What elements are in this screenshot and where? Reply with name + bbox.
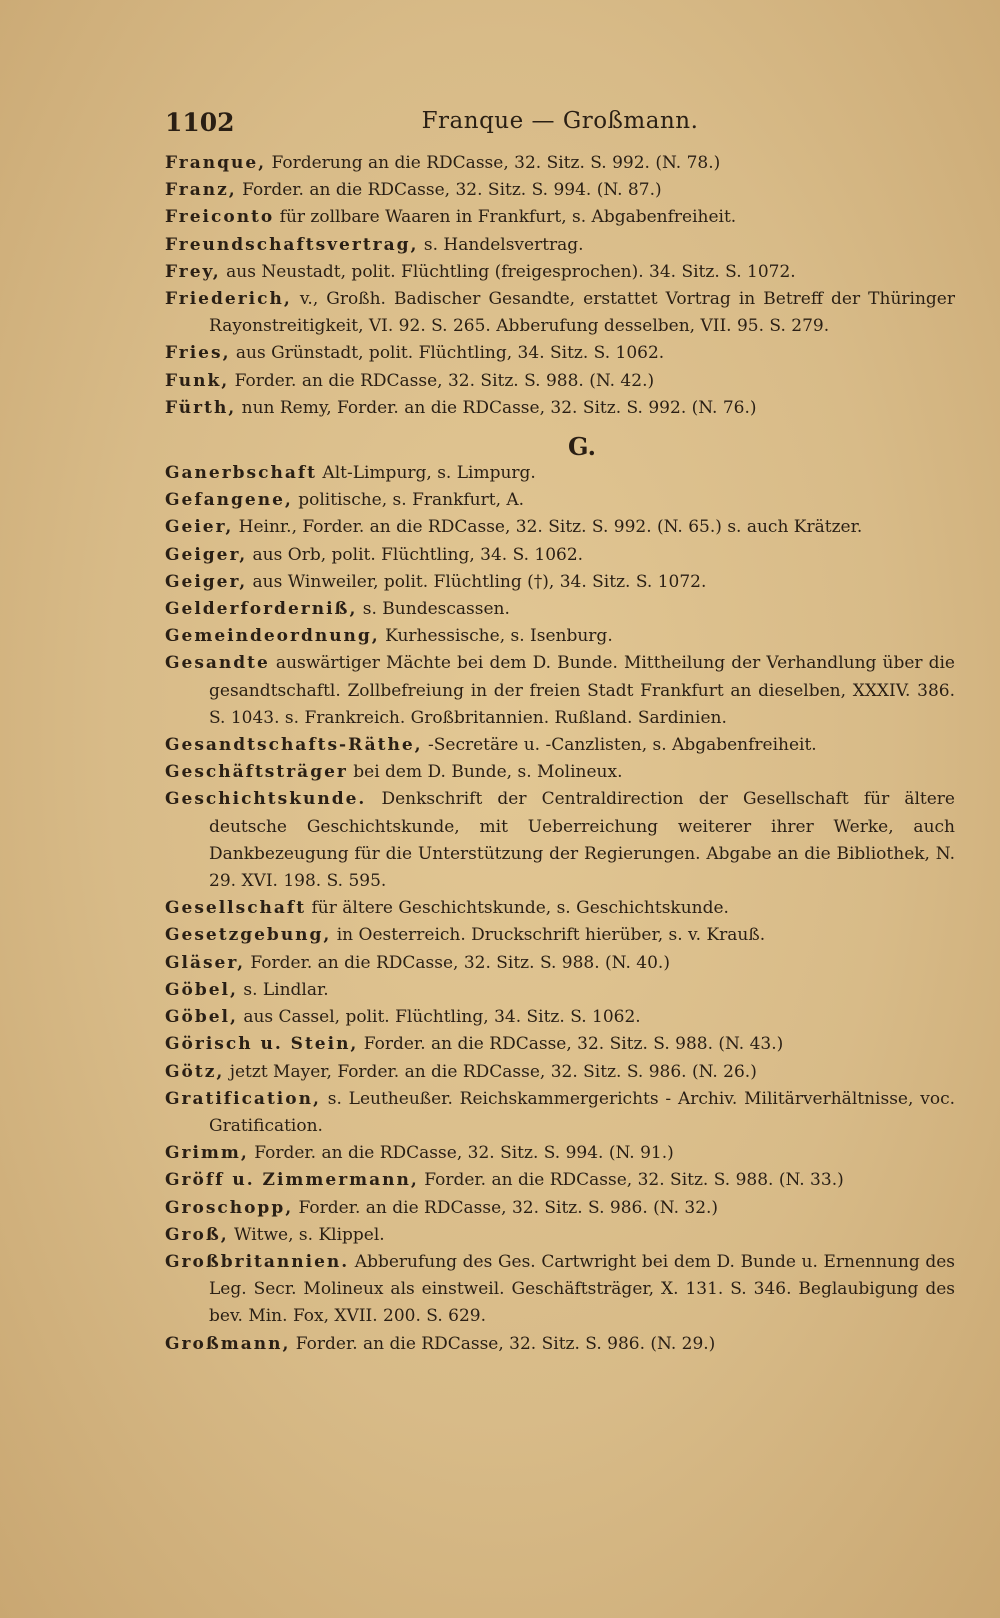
entry-heading: Großbritannien. <box>165 1251 350 1272</box>
section-letter: G. <box>568 432 596 462</box>
index-entry <box>165 1031 955 1058</box>
entry-text: aus Winweiler, polit. Flüchtling (†), 34. Sitz. S. 1072. <box>247 571 707 592</box>
entry-text: für ältere Geschichtskunde, s. Geschichtskunde. <box>306 898 729 919</box>
index-entry <box>165 1331 955 1358</box>
entry-text: Kurhessische, s. Isenburg. <box>379 626 613 647</box>
index-entry <box>165 786 955 895</box>
index-entry <box>165 895 955 922</box>
entry-heading: Gesellschaft <box>165 898 307 919</box>
index-entry <box>165 259 955 286</box>
index-entry <box>165 340 955 367</box>
entry-text: Forder. an die RDCasse, 32. Sitz. S. 986. (N. 29.) <box>290 1333 716 1354</box>
entry-heading: Gläser, <box>165 952 246 973</box>
entry-heading: Gefangene, <box>165 490 293 511</box>
entry-heading: Ganerbschaft <box>165 463 318 484</box>
entry-text: Forderung an die RDCasse, 32. Sitz. S. 992. (N. 78.) <box>266 153 721 173</box>
index-entry <box>165 569 955 596</box>
index-entry <box>165 650 955 732</box>
entry-text: Forder. an die RDCasse, 32. Sitz. S. 988. (N. 42.) <box>229 370 655 391</box>
index-entry <box>165 1222 955 1249</box>
index-entry <box>165 596 955 623</box>
entry-text: Alt-Limpurg, s. Limpurg. <box>317 463 536 484</box>
entry-heading: Fürth, <box>165 397 237 418</box>
index-entry <box>165 922 955 949</box>
page-header <box>165 104 955 140</box>
entry-heading: Geiger, <box>165 571 248 592</box>
entry-text: Forder. an die RDCasse, 32. Sitz. S. 988. (N. 43.) <box>358 1034 784 1055</box>
entry-heading: Göbel, <box>165 1007 238 1028</box>
entry-heading: Friederich, <box>165 289 292 310</box>
entry-text: Denkschrift der Centraldirection der Gesellschaft für ältere deutsche Geschichtskunde, mit Ueberreichung weiterer ihrer Werke, auch Dankbezeugung für die Unterstützung der Regierungen. Abgabe an die Bibliothek, N. 29. XVI. 198. S. 595. <box>209 789 955 892</box>
index-entry <box>165 1140 955 1167</box>
entry-heading: Gröff u. Zimmermann, <box>165 1170 419 1191</box>
entry-text: Heinr., Forder. an die RDCasse, 32. Sitz. S. 992. (N. 65.) s. auch Krätzer. <box>233 517 863 538</box>
index-entry <box>165 232 955 259</box>
index-entry <box>165 177 955 204</box>
index-entry <box>165 977 955 1004</box>
entry-heading: Gratification, <box>165 1088 321 1109</box>
entry-text: v., Großh. Badischer Gesandte, erstattet Vortrag in Betreff der Thüringer Rayonstreitigkeit, VI. 92. S. 265. Abberufung desselben, VII. 95. S. 279. <box>209 289 955 337</box>
entry-text: Forder. an die RDCasse, 32. Sitz. S. 988. (N. 33.) <box>418 1170 844 1191</box>
entry-text: bei dem D. Bunde, s. Molineux. <box>347 762 623 783</box>
index-entry <box>165 460 955 487</box>
index-entries <box>165 150 955 1358</box>
entry-text: für zollbare Waaren in Frankfurt, s. Abgabenfreiheit. <box>274 207 737 228</box>
index-entry <box>165 950 955 977</box>
entry-text: jetzt Mayer, Forder. an die RDCasse, 32. Sitz. S. 986. (N. 26.) <box>224 1061 757 1082</box>
index-entry <box>165 732 955 759</box>
entry-heading: Geier, <box>165 517 234 538</box>
entry-heading: Geschäftsträger <box>165 762 348 783</box>
index-entry <box>165 286 955 340</box>
entry-heading: Fries, <box>165 343 231 364</box>
index-entry <box>165 623 955 650</box>
entry-heading: Geschichtskunde. <box>165 789 367 810</box>
entry-text: auswärtiger Mächte bei dem D. Bunde. Mittheilung der Verhandlung über die gesandtschaftl. Zollbefreiung in der freien Stadt Frankfurt an dieselben, XXXIV. 386. S. 1043. s. Frankreich. Großbritannien. Rußland. Sardinien. <box>209 653 955 728</box>
entry-text: aus Orb, polit. Flüchtling, 34. S. 1062. <box>247 544 584 565</box>
entry-heading: Grimm, <box>165 1143 249 1164</box>
entry-text: aus Grünstadt, polit. Flüchtling, 34. Sitz. S. 1062. <box>230 343 665 364</box>
entry-text: Forder. an die RDCasse, 32. Sitz. S. 986. (N. 32.) <box>293 1197 719 1218</box>
entry-heading: Freiconto <box>165 207 275 228</box>
entry-text: Forder. an die RDCasse, 32. Sitz. S. 988. (N. 40.) <box>245 952 670 973</box>
index-entry <box>165 395 955 422</box>
entries-g <box>165 460 955 1358</box>
index-entry <box>165 1167 955 1194</box>
index-entry <box>165 1004 955 1031</box>
entry-text: -Secretäre u. -Canzlisten, s. Abgabenfreiheit. <box>422 735 817 756</box>
entry-text: nun Remy, Forder. an die RDCasse, 32. Sitz. S. 992. (N. 76.) <box>236 397 757 418</box>
entry-heading: Groß, <box>165 1224 229 1245</box>
entry-text: s. Handelsvertrag. <box>418 234 584 255</box>
entry-text: s. Lindlar. <box>237 979 329 1000</box>
entry-heading: Großmann, <box>165 1333 291 1354</box>
index-entry <box>165 1086 955 1140</box>
index-entry <box>165 368 955 395</box>
index-entry <box>165 1195 955 1222</box>
entry-heading: Freundschaftsvertrag, <box>165 234 419 255</box>
entries-f <box>165 150 955 422</box>
entry-heading: Groschopp, <box>165 1197 294 1218</box>
index-entry <box>165 1249 955 1331</box>
entry-text: politische, s. Frankfurt, A. <box>292 490 525 511</box>
entry-heading: Gesetzgebung, <box>165 925 332 946</box>
entry-text: in Oesterreich. Druckschrift hierüber, s. v. Krauß. <box>331 925 766 946</box>
entry-text: Forder. an die RDCasse, 32. Sitz. S. 994. (N. 91.) <box>248 1143 674 1164</box>
entry-text: s. Bundescassen. <box>357 599 510 620</box>
entry-heading: Gelderforderniß, <box>165 599 358 620</box>
entry-heading: Gemeindeordnung, <box>165 626 380 647</box>
entry-text: s. Leutheußer. Reichskammergerichts - Archiv. Militärverhältnisse, voc. Gratification. <box>209 1088 955 1136</box>
entry-heading: Götz, <box>165 1061 225 1082</box>
entry-heading: Funk, <box>165 370 230 391</box>
index-entry <box>165 514 955 541</box>
entry-text: aus Neustadt, polit. Flüchtling (freigesprochen). 34. Sitz. S. 1072. <box>220 261 796 282</box>
entry-heading: Göbel, <box>165 979 238 1000</box>
entry-heading: Gesandtschafts-Räthe, <box>165 735 423 756</box>
page-number: 1102 <box>165 108 235 137</box>
entry-text: Forder. an die RDCasse, 32. Sitz. S. 994. (N. 87.) <box>236 180 662 201</box>
index-entry <box>165 542 955 569</box>
running-title: Franque — Großmann. <box>421 108 699 134</box>
index-entry <box>165 487 955 514</box>
entry-heading: Franz, <box>165 180 237 201</box>
entry-text: Abberufung des Ges. Cartwright bei dem D. Bunde u. Ernennung des Leg. Secr. Molineux als einstweil. Geschäftsträger, X. 131. S. 346. Beglaubigung des bev. Min. Fox, XVII. 200. S. 629. <box>209 1251 955 1327</box>
index-entry <box>165 204 955 231</box>
entry-heading: Frey, <box>165 261 221 282</box>
entry-heading: Görisch u. Stein, <box>165 1034 359 1055</box>
index-entry <box>165 759 955 786</box>
entry-heading: Geiger, <box>165 544 248 565</box>
entry-text: aus Cassel, polit. Flüchtling, 34. Sitz. S. 1062. <box>237 1007 641 1028</box>
index-entry <box>165 1059 955 1086</box>
index-entry <box>165 150 955 177</box>
entry-heading: Gesandte <box>165 653 270 674</box>
entry-heading: Franque, <box>165 153 267 173</box>
entry-text: Witwe, s. Klippel. <box>228 1224 385 1245</box>
